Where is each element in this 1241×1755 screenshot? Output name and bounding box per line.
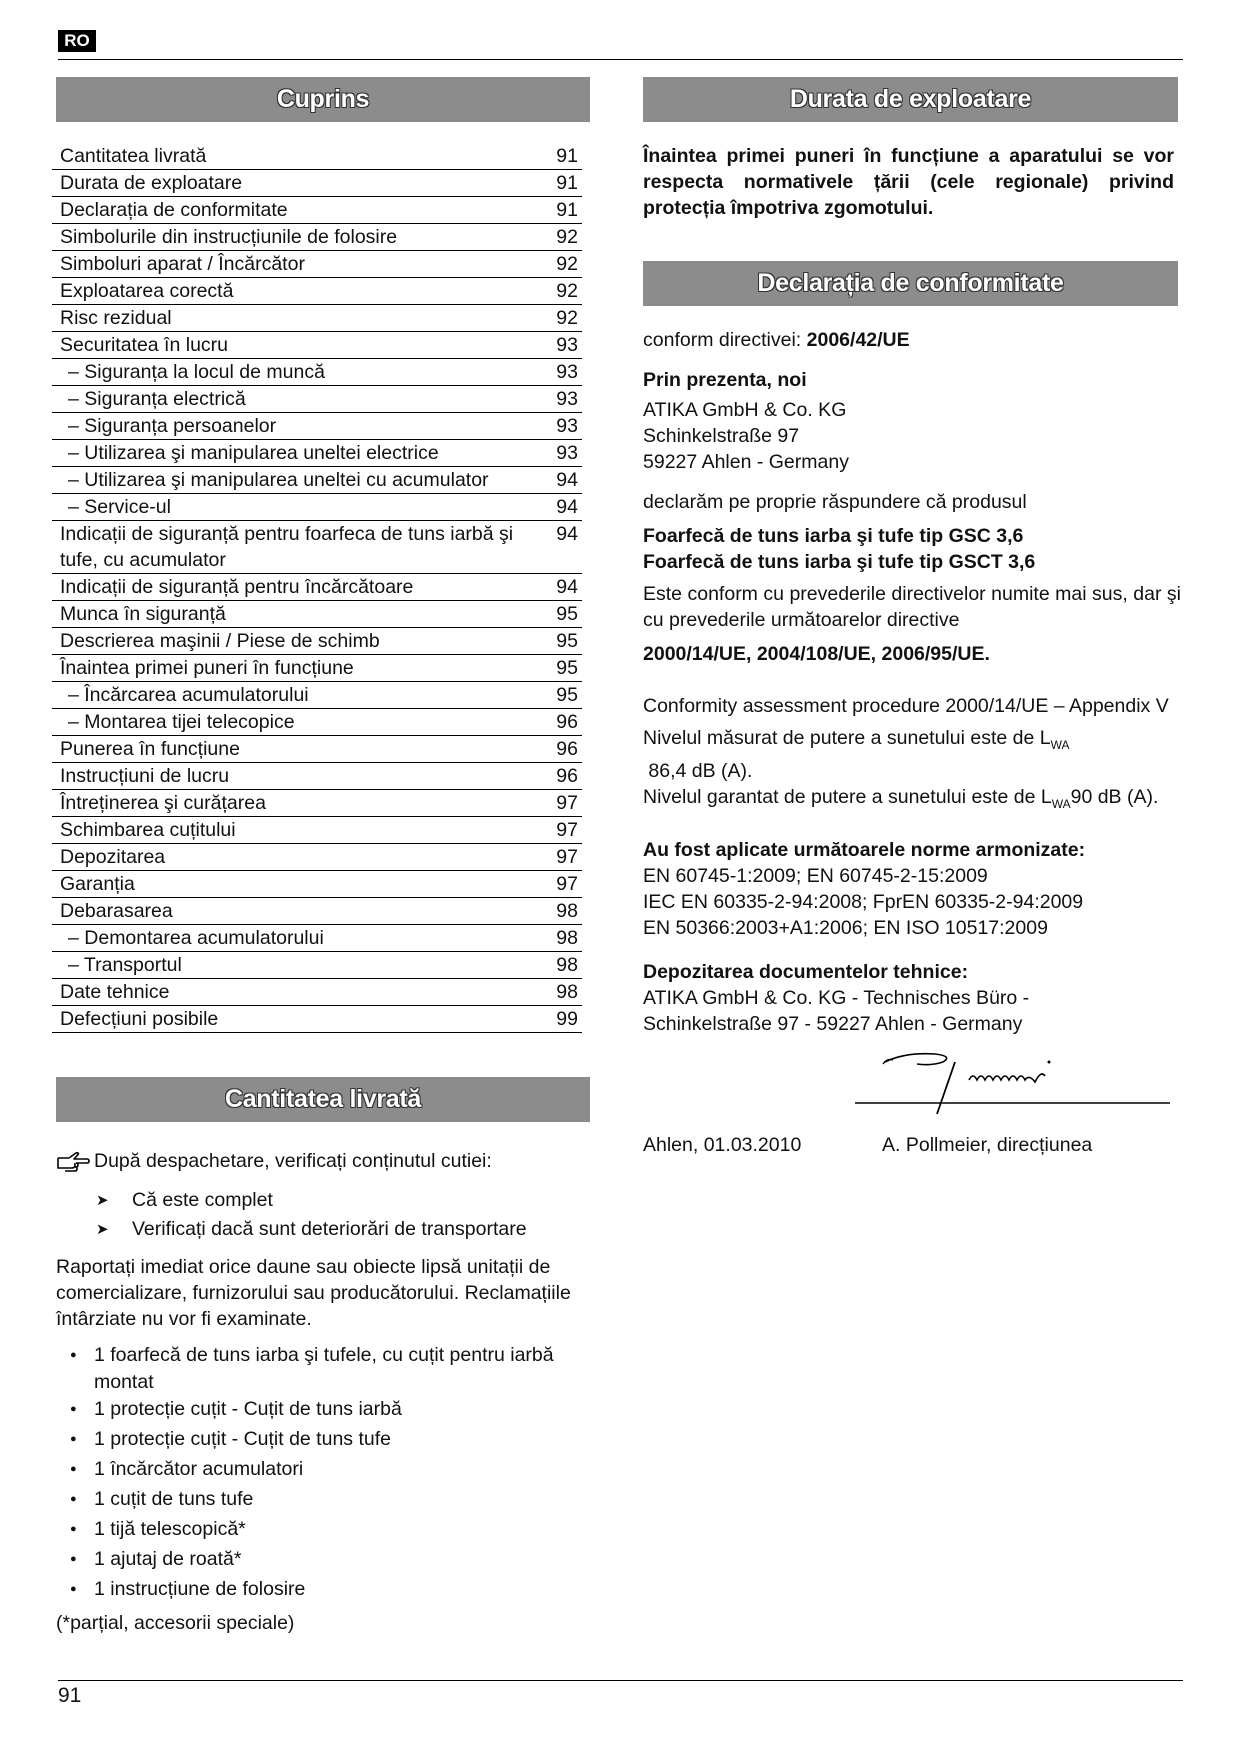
toc-entry xyxy=(52,709,582,736)
measured-sub: WA xyxy=(1050,737,1070,752)
delivery-item xyxy=(70,1576,590,1606)
toc-entry-page: 91 xyxy=(556,199,578,221)
toc-entry xyxy=(52,413,582,440)
toc-entry-page: 92 xyxy=(556,226,578,248)
declaration-heading: Declarația de conformitate xyxy=(643,261,1178,306)
toc-entry-page: 95 xyxy=(556,603,578,625)
toc-entry xyxy=(52,898,582,925)
toc-entry-title: – Încărcarea acumulatorului xyxy=(60,682,548,708)
toc-entry-title: Indicații de siguranță pentru încărcătoare xyxy=(60,576,414,598)
delivery-item xyxy=(70,1456,590,1486)
toc-entry-title: – Siguranța persoanelor xyxy=(60,413,548,439)
toc-entry-title: Debarasarea xyxy=(60,900,173,922)
toc-entry-title: Securitatea în lucru xyxy=(60,334,229,356)
toc-entry xyxy=(52,601,582,628)
bullet-icon xyxy=(70,1426,94,1456)
measured-value: 86,4 dB (A). xyxy=(643,759,753,782)
delivery-item-text: 1 încărcător acumulatori xyxy=(94,1458,304,1480)
storage-line: Schinkelstraße 97 - 59227 Ahlen - Germany xyxy=(643,1012,1023,1035)
delivery-note-text: După despachetare, verificați conținutul cutiei: xyxy=(94,1150,492,1172)
toc-entry xyxy=(52,844,582,871)
storage-line: ATIKA GmbH & Co. KG - Technisches Büro - xyxy=(643,986,1030,1009)
toc-entry xyxy=(52,1006,582,1033)
toc-entry-page: 95 xyxy=(556,684,578,706)
norms-list xyxy=(643,863,1178,941)
toc-entry-title: Date tehnice xyxy=(60,981,170,1003)
delivery-item-text: 1 foarfecă de tuns iarba şi tufele, cu cuțit pentru iarbă montat xyxy=(94,1344,554,1393)
norms-title: Au fost aplicate următoarele norme armonizate: xyxy=(643,838,1086,861)
toc-entry xyxy=(52,332,582,359)
toc-entry-page: 99 xyxy=(556,1008,578,1030)
toc-entry xyxy=(52,952,582,979)
guaranteed-sub: WA xyxy=(1051,796,1071,811)
toc-heading: Cuprins xyxy=(56,77,590,122)
toc-entry xyxy=(52,170,582,197)
product-1: Foarfecă de tuns iarba şi tufe tip GSC 3,6 xyxy=(643,525,1024,547)
toc-entry-title: – Utilizarea şi manipularea uneltei electrice xyxy=(60,440,548,466)
toc-entry xyxy=(52,682,582,709)
toc-entry xyxy=(52,817,582,844)
measured-prefix: Nivelul măsurat de putere a sunetului este de L xyxy=(643,727,1051,749)
toc-entry xyxy=(52,790,582,817)
language-badge: RO xyxy=(58,30,96,52)
delivery-item-text: 1 ajutaj de roată* xyxy=(94,1548,242,1570)
toc-entry xyxy=(52,925,582,952)
toc-entry-title: Defecțiuni posibile xyxy=(60,1008,219,1030)
toc-entry-title: – Service-ul xyxy=(60,494,548,520)
delivery-item-text: 1 instrucțiune de folosire xyxy=(94,1578,306,1600)
bullet-icon xyxy=(70,1342,94,1396)
toc-entry-title: – Demontarea acumulatorului xyxy=(60,925,548,951)
product-2: Foarfecă de tuns iarba şi tufe tip GSCT 3,6 xyxy=(643,551,1036,573)
toc-entry-title: – Utilizarea şi manipularea uneltei cu acumulator xyxy=(60,467,548,493)
toc-entry xyxy=(52,574,582,601)
place-date: Ahlen, 01.03.2010 xyxy=(643,1134,802,1156)
measured-level xyxy=(643,725,1178,784)
delivery-item-text: 1 protecție cuțit - Cuțit de tuns iarbă xyxy=(94,1398,402,1420)
toc-entry-title: Garanția xyxy=(60,873,135,895)
norm-line: IEC EN 60335-2-94:2008; FprEN 60335-2-94:2009 xyxy=(643,890,1084,913)
signature-image xyxy=(845,1040,1175,1120)
toc-entry-page: 97 xyxy=(556,792,578,814)
toc-entry-page: 93 xyxy=(556,361,578,383)
toc-entry-page: 97 xyxy=(556,873,578,895)
toc-entry xyxy=(52,521,582,574)
toc-entry-title: Întreținerea şi curățarea xyxy=(60,792,266,814)
signatory: A. Pollmeier, direcțiunea xyxy=(882,1134,1093,1156)
guaranteed-level xyxy=(643,784,1178,817)
toc-entry-title: Simboluri aparat / Încărcător xyxy=(60,253,305,275)
toc-entry xyxy=(52,278,582,305)
toc-entry-title: Instrucțiuni de lucru xyxy=(60,765,230,787)
toc-entry xyxy=(52,386,582,413)
toc-entry xyxy=(52,979,582,1006)
toc-entry-title: Descrierea maşinii / Piese de schimb xyxy=(60,630,380,652)
delivery-item xyxy=(70,1486,590,1516)
toc-entry-title: Durata de exploatare xyxy=(60,172,243,194)
guaranteed-prefix: Nivelul garantat de putere a sunetului este de L xyxy=(643,785,1052,808)
bullet-icon xyxy=(70,1546,94,1576)
toc-entry-title: Risc rezidual xyxy=(60,307,172,329)
lifetime-heading: Durata de exploatare xyxy=(643,77,1178,122)
toc-entry-title: – Siguranța electrică xyxy=(60,386,548,412)
toc-entry xyxy=(52,224,582,251)
toc-entry-page: 96 xyxy=(556,738,578,760)
norm-line: EN 60745-1:2009; EN 60745-2-15:2009 xyxy=(643,864,988,887)
lifetime-text: Înaintea primei puneri în funcțiune a aparatului se vor respecta normativele țării (cele regionale) privind protecția împotriva zgomotului. xyxy=(643,145,1174,219)
storage-title: Depozitarea documentelor tehnice: xyxy=(643,960,969,983)
delivery-item xyxy=(70,1426,590,1456)
toc-entry-page: 94 xyxy=(556,469,578,491)
company-city: 59227 Ahlen - Germany xyxy=(643,451,849,473)
toc-entry xyxy=(52,305,582,332)
toc-entry xyxy=(52,871,582,898)
delivery-footnote: (*parțial, accesorii speciale) xyxy=(56,1612,295,1634)
arrow-icon: ➤ xyxy=(96,1221,109,1238)
arrow-icon: ➤ xyxy=(96,1192,109,1209)
toc-entry-page: 94 xyxy=(556,576,578,598)
check-item-text: Că este complet xyxy=(132,1189,273,1211)
declare-text: declarăm pe proprie răspundere că produsul xyxy=(643,491,1027,513)
toc-entry-title: Schimbarea cuțitului xyxy=(60,819,236,841)
guaranteed-value: 90 dB (A). xyxy=(1070,785,1159,808)
toc-entry xyxy=(52,143,582,170)
delivery-item-text: 1 cuțit de tuns tufe xyxy=(94,1488,254,1510)
toc-entry xyxy=(52,467,582,494)
declaration-section xyxy=(643,261,1181,1037)
toc-entry-page: 91 xyxy=(556,145,578,167)
toc-entry-title: Punerea în funcțiune xyxy=(60,738,240,760)
toc-entry xyxy=(52,197,582,224)
toc-entry-title: Depozitarea xyxy=(60,846,166,868)
directives-list: 2000/14/UE, 2004/108/UE, 2006/95/UE. xyxy=(643,643,990,665)
toc-entry-title: Simbolurile din instrucțiunile de folosire xyxy=(60,226,398,248)
bullet-icon xyxy=(70,1396,94,1426)
directive-value: 2006/42/UE xyxy=(806,329,910,351)
delivery-item-text: 1 protecție cuțit - Cuțit de tuns tufe xyxy=(94,1428,391,1450)
company-name: ATIKA GmbH & Co. KG xyxy=(643,399,847,421)
toc-entry xyxy=(52,251,582,278)
storage-address xyxy=(643,985,1178,1037)
check-item xyxy=(96,1186,590,1215)
toc-entry-title: Înaintea primei puneri în funcțiune xyxy=(60,657,354,679)
directive-label: conform directivei: xyxy=(643,329,802,351)
toc-entry xyxy=(52,628,582,655)
toc-entry-page: 98 xyxy=(556,927,578,949)
page-number: 91 xyxy=(58,1684,82,1707)
delivery-item xyxy=(70,1546,590,1576)
toc-entry-page: 92 xyxy=(556,253,578,275)
footer-rule xyxy=(58,1680,1183,1681)
toc-entry-page: 97 xyxy=(556,846,578,868)
toc-entry-page: 93 xyxy=(556,388,578,410)
conform-text: Este conform cu prevederile directivelor numite mai sus, dar şi cu prevederile următoarelor directive xyxy=(643,583,1181,631)
delivery-heading: Cantitatea livrată xyxy=(56,1077,590,1122)
toc-entry xyxy=(52,440,582,467)
norm-line: EN 50366:2003+A1:2006; EN ISO 10517:2009 xyxy=(643,916,1048,939)
toc-entry-page: 94 xyxy=(556,496,578,518)
company-street: Schinkelstraße 97 xyxy=(643,425,800,447)
check-item-text: Verificați dacă sunt deteriorări de transportare xyxy=(132,1218,527,1240)
delivery-items xyxy=(70,1342,590,1606)
toc-entry-page: 98 xyxy=(556,981,578,1003)
procedure-text: Conformity assessment procedure 2000/14/UE – Appendix V xyxy=(643,695,1169,717)
header-rule xyxy=(58,59,1183,60)
toc-entry-page: 95 xyxy=(556,657,578,679)
pointing-hand-icon xyxy=(56,1149,90,1173)
toc-entry-title: Exploatarea corectă xyxy=(60,280,234,302)
toc-entry-page: 95 xyxy=(556,630,578,652)
toc-entry xyxy=(52,763,582,790)
left-column xyxy=(56,77,590,1033)
delivery-item-text: 1 tijă telescopică* xyxy=(94,1518,246,1540)
lifetime-section xyxy=(643,77,1178,221)
toc-entry-page: 96 xyxy=(556,711,578,733)
delivery-checks xyxy=(96,1186,590,1244)
toc-entry-title: – Transportul xyxy=(60,952,548,978)
toc-entry-page: 92 xyxy=(556,307,578,329)
bullet-icon xyxy=(70,1456,94,1486)
toc-entry-title: – Montarea tijei telecopice xyxy=(60,709,548,735)
delivery-section xyxy=(56,1077,590,1636)
bullet-icon xyxy=(70,1576,94,1606)
toc-entry xyxy=(52,655,582,682)
toc-entry-page: 93 xyxy=(556,334,578,356)
toc-entry-page: 94 xyxy=(556,523,578,545)
toc-entry-title: Cantitatea livrată xyxy=(60,145,207,167)
toc-entry-title: Munca în siguranță xyxy=(60,603,226,625)
toc-entry-page: 91 xyxy=(556,172,578,194)
toc-entry-page: 96 xyxy=(556,765,578,787)
toc-entry-page: 93 xyxy=(556,442,578,464)
toc-entry-page: 98 xyxy=(556,954,578,976)
hereby-text: Prin prezenta, noi xyxy=(643,369,807,391)
delivery-item xyxy=(70,1342,590,1396)
toc-entry xyxy=(52,359,582,386)
toc-entry xyxy=(52,494,582,521)
bullet-icon xyxy=(70,1486,94,1516)
toc-entry xyxy=(52,736,582,763)
toc-entry-page: 97 xyxy=(556,819,578,841)
directive-line xyxy=(643,327,1178,353)
delivery-note xyxy=(56,1148,590,1174)
toc-entry-title: Indicații de siguranță pentru foarfeca de tuns iarbă şi tufe, cu acumulator xyxy=(60,523,514,571)
delivery-report: Raportați imediat orice daune sau obiecte lipsă unitații de comercializare, furnizorului sau producătorului. Reclamațiile întârziate nu vor fi examinate. xyxy=(56,1256,571,1330)
delivery-item xyxy=(70,1396,590,1426)
toc-entry-page: 92 xyxy=(556,280,578,302)
toc-entry-page: 93 xyxy=(556,415,578,437)
delivery-item xyxy=(70,1516,590,1546)
toc-entry-title: Declarația de conformitate xyxy=(60,199,288,221)
table-of-contents xyxy=(52,143,582,1033)
bullet-icon xyxy=(70,1516,94,1546)
toc-entry-title: – Siguranța la locul de muncă xyxy=(60,359,548,385)
check-item xyxy=(96,1215,590,1244)
toc-entry-page: 98 xyxy=(556,900,578,922)
